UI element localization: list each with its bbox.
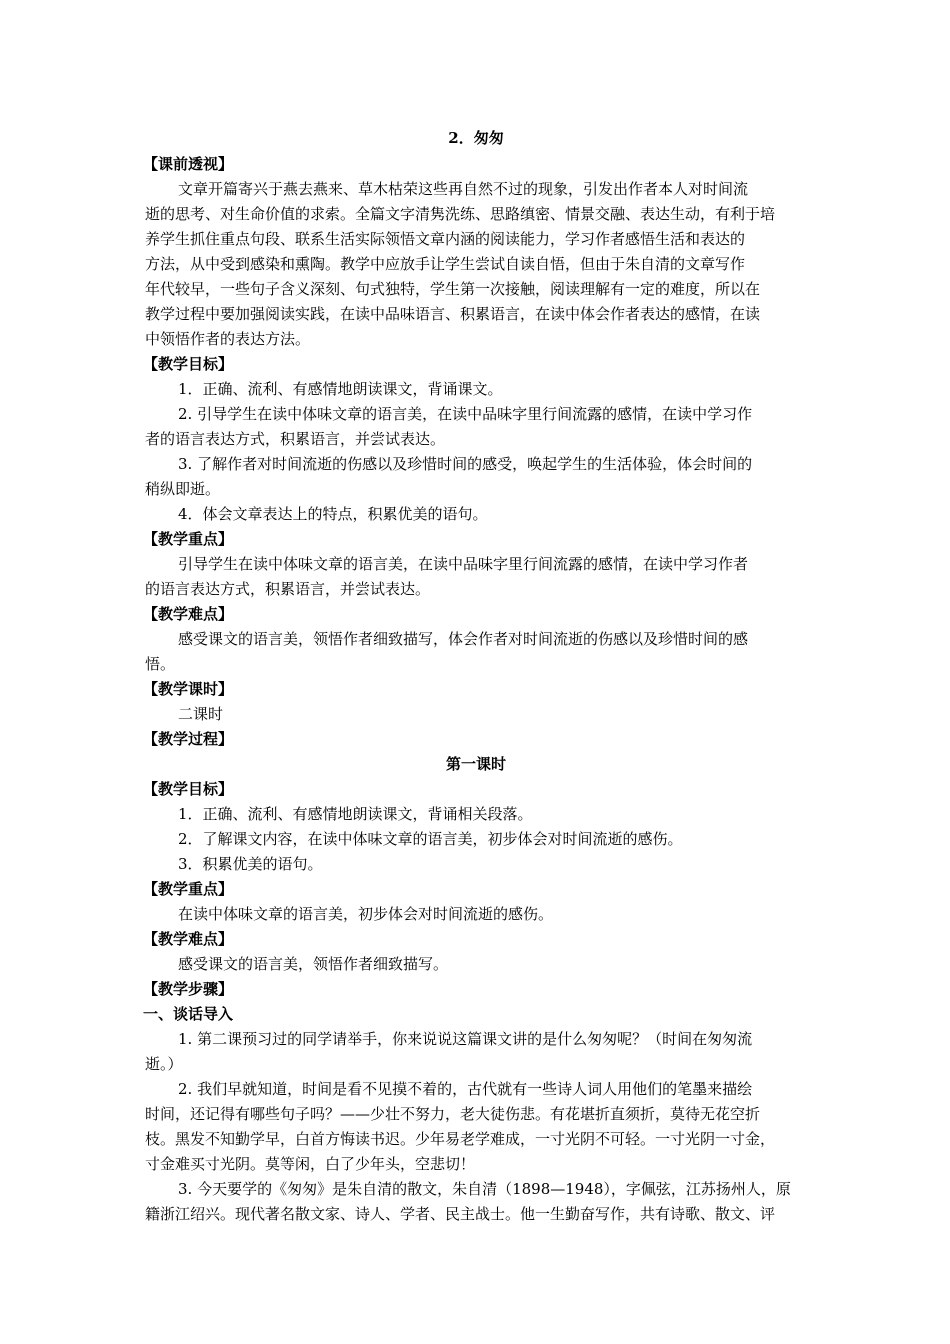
section-heading-focus: 【教学重点】: [143, 530, 234, 548]
preview-paragraph: [145, 177, 807, 352]
text-line: 的语言表达方式，积累语言，并尝试表达。: [145, 580, 431, 598]
goal-item: 1．正确、流利、有感情地朗读课文，背诵课文。: [178, 380, 503, 398]
text-line: 逝。）: [145, 1055, 183, 1073]
text-line: 方法，从中受到感染和熏陶。教学中应放手让学生尝试自读自悟，但由于朱自清的文章写作: [145, 255, 746, 273]
step-heading-intro: 一、谈话导入: [143, 1005, 234, 1023]
text-line: 寸金难买寸光阴。莫等闲，白了少年头，空悲切！: [145, 1155, 476, 1173]
goal-item: 1．正确、流利、有感情地朗读课文，背诵相关段落。: [178, 805, 533, 823]
goal-item: 4．体会文章表达上的特点，积累优美的语句。: [178, 505, 488, 523]
text-line: 悟。: [145, 655, 176, 673]
section-heading-preview: 【课前透视】: [143, 155, 234, 173]
text-line: 2. 我们早就知道，时间是看不见摸不着的，古代就有一些诗人词人用他们的笔墨来描绘: [178, 1080, 753, 1098]
text-line: 感受课文的语言美，领悟作者细致描写。: [178, 955, 449, 973]
text-line: 感受课文的语言美，领悟作者细致描写，体会作者对时间流逝的伤感以及珍惜时间的感: [178, 630, 749, 648]
goal-item: 3. 了解作者对时间流逝的伤感以及珍惜时间的感受，唤起学生的生活体验，体会时间的: [178, 455, 753, 473]
text-line: 1. 第二课预习过的同学请举手，你来说说这篇课文讲的是什么匆匆呢？（时间在匆匆流: [178, 1030, 753, 1048]
document-page: [145, 127, 807, 1227]
text-line: 籍浙江绍兴。现代著名散文家、诗人、学者、民主战士。他一生勤奋写作，共有诗歌、散文、评: [145, 1205, 776, 1223]
text-line: 中领悟作者的表达方法。: [145, 330, 311, 348]
text-line: 3. 今天要学的《匆匆》是朱自清的散文，朱自清（1898—1948），字佩弦，江苏扬州人，原: [178, 1180, 791, 1198]
text-line: 年代较早，一些句子含义深刻、句式独特，学生第一次接触，阅读理解有一定的难度，所以在: [145, 280, 761, 298]
text-line: 枝。黑发不知勤学早，白首方悔读书迟。少年易老学难成，一寸光阴不可轻。一寸光阴一寸金，: [145, 1130, 776, 1148]
section-heading-goals: 【教学目标】: [143, 355, 234, 373]
goal-item: 3．积累优美的语句。: [178, 855, 323, 873]
text-line: 引导学生在读中体味文章的语言美，在读中品味字里行间流露的感情，在读中学习作者: [178, 555, 749, 573]
goal-item-continued: 者的语言表达方式，积累语言，并尝试表达。: [145, 430, 446, 448]
lesson1-heading-difficulty: 【教学难点】: [143, 930, 234, 948]
lesson-title: 2．匆匆: [448, 129, 504, 147]
text-line: 养学生抓住重点句段、联系生活实际领悟文章内涵的阅读能力，学习作者感悟生活和表达的: [145, 230, 746, 248]
goal-item: 2．了解课文内容，在读中体味文章的语言美，初步体会对时间流逝的感伤。: [178, 830, 683, 848]
text-line: 逝的思考、对生命价值的求索。全篇文字清隽洗练、思路缜密、情景交融、表达生动，有利于培: [145, 205, 776, 223]
lesson1-heading-steps: 【教学步骤】: [143, 980, 234, 998]
lesson1-heading-focus: 【教学重点】: [143, 880, 234, 898]
section-heading-difficulty: 【教学难点】: [143, 605, 234, 623]
lesson1-heading-goals: 【教学目标】: [143, 780, 234, 798]
text-line: 文章开篇寄兴于燕去燕来、草木枯荣这些再自然不过的现象，引发出作者本人对时间流: [178, 180, 749, 198]
text-line: 在读中体味文章的语言美，初步体会对时间流逝的感伤。: [178, 905, 554, 923]
section-heading-hours: 【教学课时】: [143, 680, 234, 698]
lesson1-title: 第一课时: [445, 755, 506, 773]
goal-item: 2. 引导学生在读中体味文章的语言美，在读中品味字里行间流露的感情，在读中学习作: [178, 405, 753, 423]
text-line: 二课时: [178, 705, 224, 723]
text-line: 时间，还记得有哪些句子吗？——少壮不努力，老大徒伤悲。有花堪折直须折，莫待无花空折: [145, 1105, 761, 1123]
section-heading-process: 【教学过程】: [143, 730, 234, 748]
goal-item-continued: 稍纵即逝。: [145, 480, 221, 498]
text-line: 教学过程中要加强阅读实践，在读中品味语言、积累语言，在读中体会作者表达的感情，在读: [145, 305, 761, 323]
